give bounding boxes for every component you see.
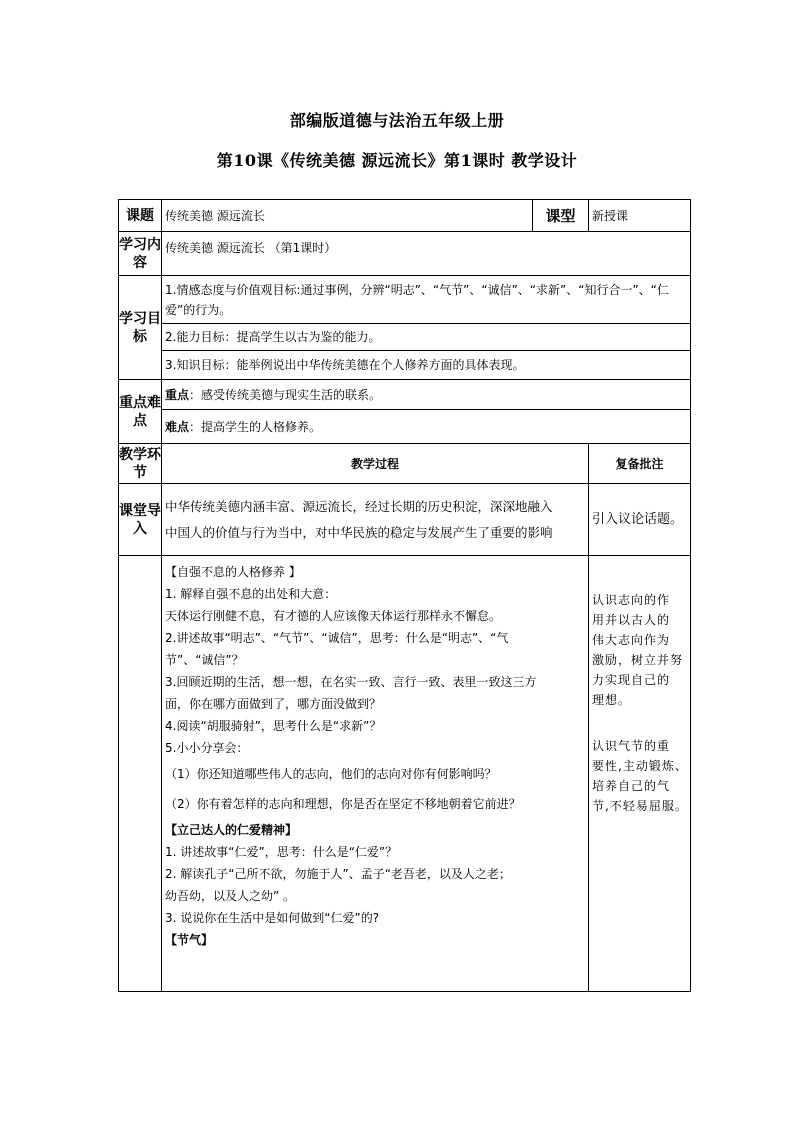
note-line: 要性,主动锻炼、: [592, 759, 688, 773]
row-topic: [119, 200, 691, 232]
difficulty-point: [162, 410, 691, 444]
label-goals: 学习目标: [119, 276, 162, 380]
note-line: 节,不轻易屈服。: [592, 799, 688, 813]
process-line: （2）你有着怎样的志向和理想，你是否在坚定不移地朝着它前进？: [165, 797, 521, 811]
intro-note: 引入议论话题。: [589, 484, 691, 556]
note-line: 用并以古人的: [592, 613, 671, 627]
label-intro: 课堂导入: [119, 484, 162, 556]
intro-line: 中国人的价值与行为当中，对中华民族的稳定与发展产生了重要的影响: [165, 524, 553, 540]
note-spacer: [592, 710, 687, 736]
row-goal-1: [119, 276, 691, 324]
lesson-plan-table: [118, 199, 691, 992]
topic-value: 传统美德 源远流长: [162, 200, 533, 232]
header-process: 教学过程: [162, 444, 589, 484]
process-notes: [589, 556, 691, 992]
row-intro: [119, 484, 691, 556]
note-line: 理想。: [592, 693, 632, 707]
note-line: 认识志向的作: [592, 593, 671, 607]
process-line: 【节气】: [165, 933, 214, 947]
content-value: 传统美德 源远流长 （第1课时）: [162, 232, 691, 276]
difficulty-text: ：提高学生的人格修养。: [189, 419, 322, 434]
intro-text: [162, 484, 589, 556]
difficulty-label: 难点: [165, 419, 190, 434]
row-goal-2: [119, 324, 691, 351]
label-topic: 课题: [119, 200, 162, 232]
key-point: [162, 380, 691, 410]
intro-line: 中华传统美德内涵丰富、源远流长，经过长期的历史积淀，深深地融入: [165, 498, 553, 514]
process-line: 2. 解读孔子“己所不欲，勿施于人”、孟子“老吾老，以及人之老；: [165, 867, 511, 881]
process-line: 【自强不息的人格修养 】: [165, 565, 301, 579]
process-line: 幼吾幼，以及人之幼” 。: [165, 889, 296, 903]
process-line: 5.小小分享会：: [165, 741, 249, 755]
main-label-cell: [119, 556, 162, 992]
document-title: 部编版道德与法治五年级上册: [289, 111, 505, 130]
label-type: 课型: [533, 200, 589, 232]
process-line: （1）你还知道哪些伟人的志向，他们的志向对你有何影响吗？: [165, 767, 497, 781]
type-value: 新授课: [589, 200, 691, 232]
row-section-header: [119, 444, 691, 484]
process-line: 面，你在哪方面做到了，哪方面没做到？: [165, 697, 382, 711]
note-line: 认识气节的重: [592, 739, 671, 753]
label-content: 学习内容: [119, 232, 162, 276]
process-line: 3. 说说你在生活中是如何做到“仁爱”的?: [165, 911, 380, 925]
row-key-point: [119, 380, 691, 410]
process-line: 【立己达人的仁爱精神】: [165, 823, 298, 837]
process-line: 3.回顾近期的生活，想一想，在名实一致、言行一致、表里一致这三方: [165, 675, 537, 689]
note-line: 培养自己的气: [592, 779, 671, 793]
process-line: 4.阅读“胡服骑射”，思考什么是“求新”？: [165, 719, 382, 733]
key-point-label: 重点: [165, 387, 190, 402]
goal-1: 1.情感态度与价值观目标:通过事例，分辨“明志”、“气节”、“诚信”、“求新”、“知行合一”、“仁爱”的行为。: [162, 276, 691, 324]
goal-2: 2.能力目标：提高学生以古为鉴的能力。: [162, 324, 691, 351]
key-point-text: ：感受传统美德与现实生活的联系。: [189, 387, 382, 402]
row-main-process: [119, 556, 691, 992]
process-content: [162, 556, 589, 992]
process-line: 天体运行刚健不息，有才德的人应该像天体运行那样永不懈怠。: [165, 609, 502, 623]
row-difficulty: [119, 410, 691, 444]
note-line: 伟大志向作为: [592, 633, 671, 647]
process-line: 2.讲述故事“明志”、“气节”、“诚信”，思考：什么是“明志”、“气: [165, 631, 509, 645]
row-content: [119, 232, 691, 276]
process-line: 节”、“诚信”？: [165, 653, 244, 667]
note-line: 激励，树立并努: [592, 653, 684, 667]
process-line: 1. 解释自强不息的出处和大意：: [165, 587, 337, 601]
process-line: 1. 讲述故事“仁爱”，思考：什么是“仁爱”？: [165, 845, 398, 859]
label-key-difficulty: 重点难点: [119, 380, 162, 444]
label-teaching-step: 教学环节: [119, 444, 162, 484]
document-subtitle: 第10课《传统美德 源远流长》第1课时 教学设计: [216, 151, 578, 170]
header-notes: 复备批注: [589, 444, 691, 484]
note-line: 力实现自己的: [592, 673, 671, 687]
goal-3: 3.知识目标：能举例说出中华传统美德在个人修养方面的具体表现。: [162, 351, 691, 380]
row-goal-3: [119, 351, 691, 380]
